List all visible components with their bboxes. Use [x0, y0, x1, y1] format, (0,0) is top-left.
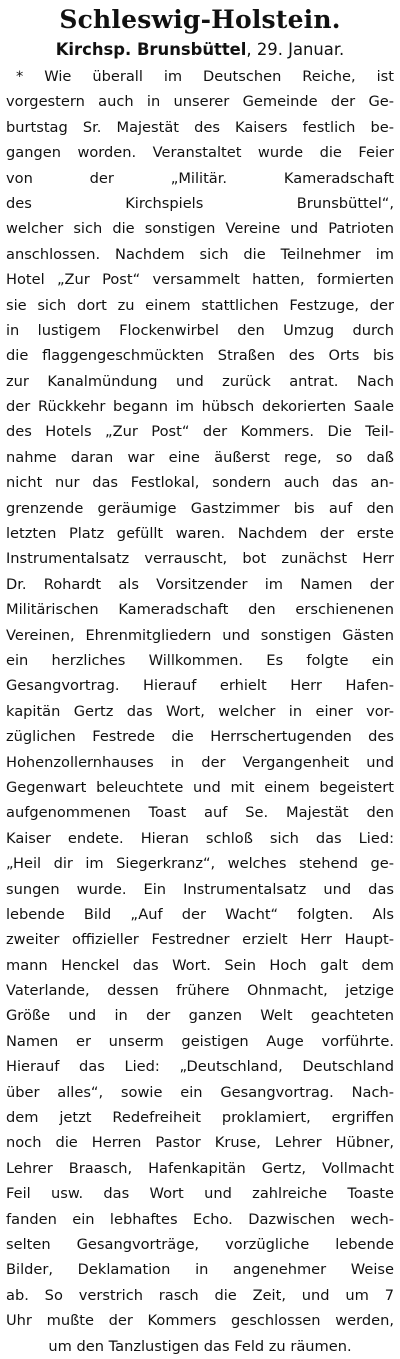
text-line: zur Kanalmündung und zurück antrat. Nach [6, 372, 394, 390]
text-line: um den Tanzlustigen das Feld zu räumen. [48, 1337, 352, 1355]
text-line: die flaggengeschmückten Straßen des Orts bis [6, 347, 394, 365]
text-line: des Hotels „Zur Post“ der Kommers. Die Teil- [6, 423, 394, 441]
text-line: Vaterlande, dessen frühere Ohnmacht, jetzige [6, 982, 394, 1000]
text-line: Größe und in der ganzen Welt geachteten [6, 1007, 394, 1025]
text-line: züglichen Festrede die Herrschertugenden des [6, 728, 394, 746]
text-line: Instrumentalsatz verrauscht, bot zunächst Herr [6, 550, 394, 568]
text-line: kapitän Gertz das Wort, welcher in einer vor- [6, 702, 394, 720]
text-line: gangen worden. Veranstaltet wurde die Feier [6, 144, 394, 162]
text-line: des Kirchspiels Brunsbüttel“, [6, 194, 394, 212]
text-line: ab. So verstrich rasch die Zeit, und um 7 [6, 1286, 394, 1304]
text-line: aufgenommenen Toast auf Se. Majestät den [6, 804, 394, 822]
text-line: sie sich dort zu einem stattlichen Festzuge, der [6, 296, 394, 314]
text-line: Gesangvortrag. Hierauf erhielt Herr Hafen- [6, 677, 394, 695]
text-line: noch die Herren Pastor Kruse, Lehrer Hübner, [6, 1134, 394, 1152]
text-line: Militärischen Kameradschaft den erschienenen [6, 601, 394, 619]
text-line: Hierauf das Lied: „Deutschland, Deutschland [6, 1058, 394, 1076]
text-line: in lustigem Flockenwirbel den Umzug durch [6, 321, 394, 339]
text-line: selten Gesangvorträge, vorzügliche lebende [6, 1235, 394, 1253]
text-line: burtstag Sr. Majestät des Kaisers festlich be- [6, 118, 394, 136]
dateline-place: Kirchsp. Brunsbüttel [55, 40, 247, 59]
text-line: von der „Militär. Kameradschaft [6, 169, 394, 187]
text-line: Bilder, Deklamation in angenehmer Weise [6, 1261, 394, 1279]
text-line: nahme daran war eine äußerst rege, so daß [6, 448, 394, 466]
text-line: grenzende geräumige Gastzimmer bis auf den [6, 499, 394, 517]
section-heading: Schleswig-Holstein. [59, 5, 341, 34]
text-line: lebende Bild „Auf der Wacht“ folgten. Als [6, 905, 394, 923]
text-line: Namen er unserm geistigen Auge vorführte. [6, 1032, 394, 1050]
text-line: ein herzliches Willkommen. Es folgte ein [6, 651, 394, 669]
text-line: über alles“, sowie ein Gesangvortrag. Nach- [6, 1083, 394, 1101]
text-line: fanden ein lebhaftes Echo. Dazwischen wech- [6, 1210, 394, 1228]
dateline [6, 36, 394, 64]
text-line: dem jetzt Redefreiheit proklamiert, ergriffen [6, 1109, 394, 1127]
text-line: der Rückkehr begann im hübsch dekorierten Saale [6, 398, 394, 416]
text-line: vorgestern auch in unserer Gemeinde der Ge- [6, 93, 394, 111]
text-line: mann Henckel das Wort. Sein Hoch galt dem [6, 956, 394, 974]
text-line: sungen wurde. Ein Instrumentalsatz und das [6, 880, 394, 898]
text-line: zweiter offizieller Festredner erzielt Herr Haupt- [6, 931, 394, 949]
text-line: anschlossen. Nachdem sich die Teilnehmer im [6, 245, 394, 263]
text-line: Hohenzollernhauses in der Vergangenheit und [6, 753, 394, 771]
text-line: welcher sich die sonstigen Vereine und Patrioten [6, 220, 394, 238]
text-line: * Wie überall im Deutschen Reiche, ist [16, 68, 394, 85]
text-line: Feil usw. das Wort und zahlreiche Toaste [6, 1185, 394, 1203]
text-line: Dr. Rohardt als Vorsitzender im Namen der [6, 575, 394, 593]
text-line: Vereinen, Ehrenmitgliedern und sonstigen Gästen [6, 626, 394, 644]
text-line: Hotel „Zur Post“ versammelt hatten, formierten [6, 271, 394, 289]
text-line: „Heil dir im Siegerkranz“, welches stehend ge- [6, 855, 394, 873]
article-body [6, 64, 394, 1359]
text-line: letzten Platz gefüllt waren. Nachdem der erste [6, 525, 394, 543]
text-line: Gegenwart beleuchtete und mit einem begeistert [6, 778, 394, 796]
text-line: Kaiser endete. Hieran schloß sich das Lied: [6, 829, 394, 847]
text-line: Lehrer Braasch, Hafenkapitän Gertz, Vollmacht [6, 1159, 394, 1177]
text-line: nicht nur das Festlokal, sondern auch das an- [6, 474, 394, 492]
dateline-date: , 29. Januar. [246, 40, 345, 59]
text-line: Uhr mußte der Kommers geschlossen werden, [6, 1312, 394, 1330]
